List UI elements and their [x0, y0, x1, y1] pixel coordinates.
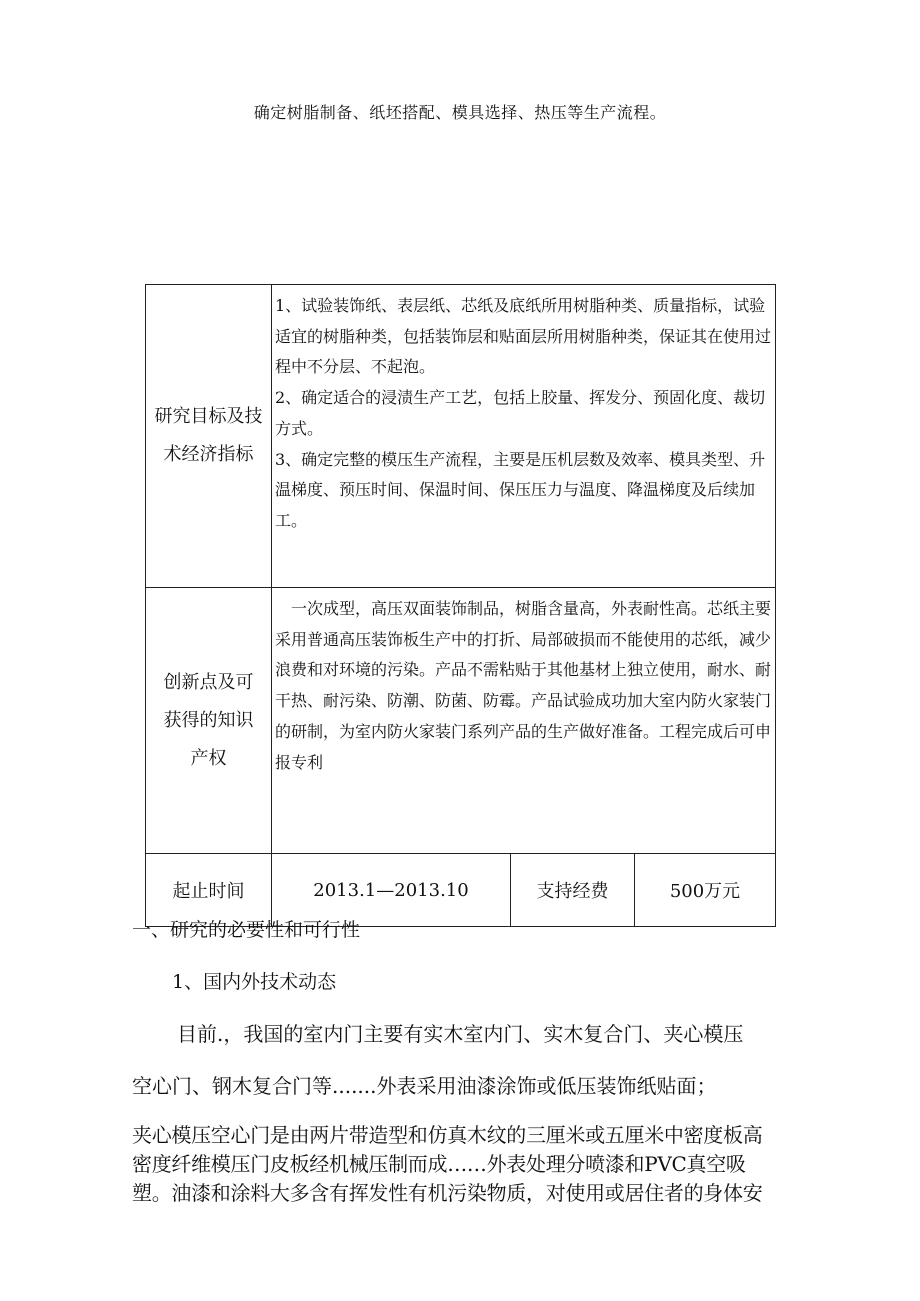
table-row-objectives: [146, 285, 776, 588]
innovation-label-cell: [146, 588, 272, 854]
objective-item-2: 2、确定适合的浸渍生产工艺，包括上胶量、挥发分、预固化度、裁切方式。: [275, 388, 766, 438]
innovation-label-line2: 获得的知识: [163, 709, 254, 731]
objectives-label-line1: 研究目标及技: [154, 406, 263, 427]
period-label-cell: 起止时间: [146, 854, 272, 927]
innovation-label-line1: 创新点及可: [163, 671, 254, 693]
paragraph1-line1: 目前.，我国的室内门主要有实木室内门、实木复合门、夹心模压: [177, 1022, 744, 1046]
funding-value-cell: 500万元: [635, 854, 776, 927]
funding-label-cell: 支持经费: [511, 854, 635, 927]
paragraph2: 夹心模压空心门是由两片带造型和仿真木纹的三厘米或五厘米中密度板高密度纤维模压门皮板经机械压制而成……外表处理分喷漆和PVC真空吸塑。油漆和涂料大多含有挥发性有机污染物质，对使用或居住者的身体安: [132, 1123, 763, 1205]
innovation-label-line3: 产权: [190, 747, 227, 769]
objective-item-1: 1、试验装饰纸、表层纸、芯纸及底纸所用树脂种类、质量指标，试验适宜的树脂种类，包括装饰层和贴面层所用树脂种类，保证其在使用过程中不分层、不起泡。: [275, 296, 772, 377]
subsection-heading: 1、国内外技术动态: [172, 971, 337, 993]
section-heading: 一、研究的必要性和可行性: [132, 919, 361, 941]
table-row-innovation: [146, 588, 776, 854]
project-info-table: [145, 284, 776, 927]
period-value-cell: 2013.1—2013.10: [272, 854, 511, 927]
innovation-content-cell: [272, 588, 776, 854]
objectives-label-line2: 术经济指标: [163, 444, 254, 465]
objective-item-3: 3、确定完整的模压生产流程，主要是压机层数及效率、模具类型、升温梯度、预压时间、保温时间、保压压力与温度、降温梯度及后续加工。: [275, 449, 766, 530]
objectives-label-cell: [146, 285, 272, 588]
objectives-content-cell: [272, 285, 776, 588]
paragraph1-line2: 空心门、钢木复合门等.......外表采用油漆涂饰或低压装饰纸贴面；: [132, 1074, 717, 1098]
top-line-text: 确定树脂制备、纸坯搭配、模具选择、热压等生产流程。: [253, 103, 667, 122]
innovation-text: 一次成型，高压双面装饰制品，树脂含量高，外表耐性高。芯纸主要采用普通高压装饰板生产中的打折、局部破损而不能使用的芯纸，减少浪费和对环境的污染。产品不需粘贴于其他基材上独立使用，耐水、耐干热、耐污染、防潮、防菌、防霉。产品试验成功加大室内防火家装门的研制，为室内防火家装门系列产品的生产做好准备。工程完成后可申报专利: [275, 599, 772, 772]
